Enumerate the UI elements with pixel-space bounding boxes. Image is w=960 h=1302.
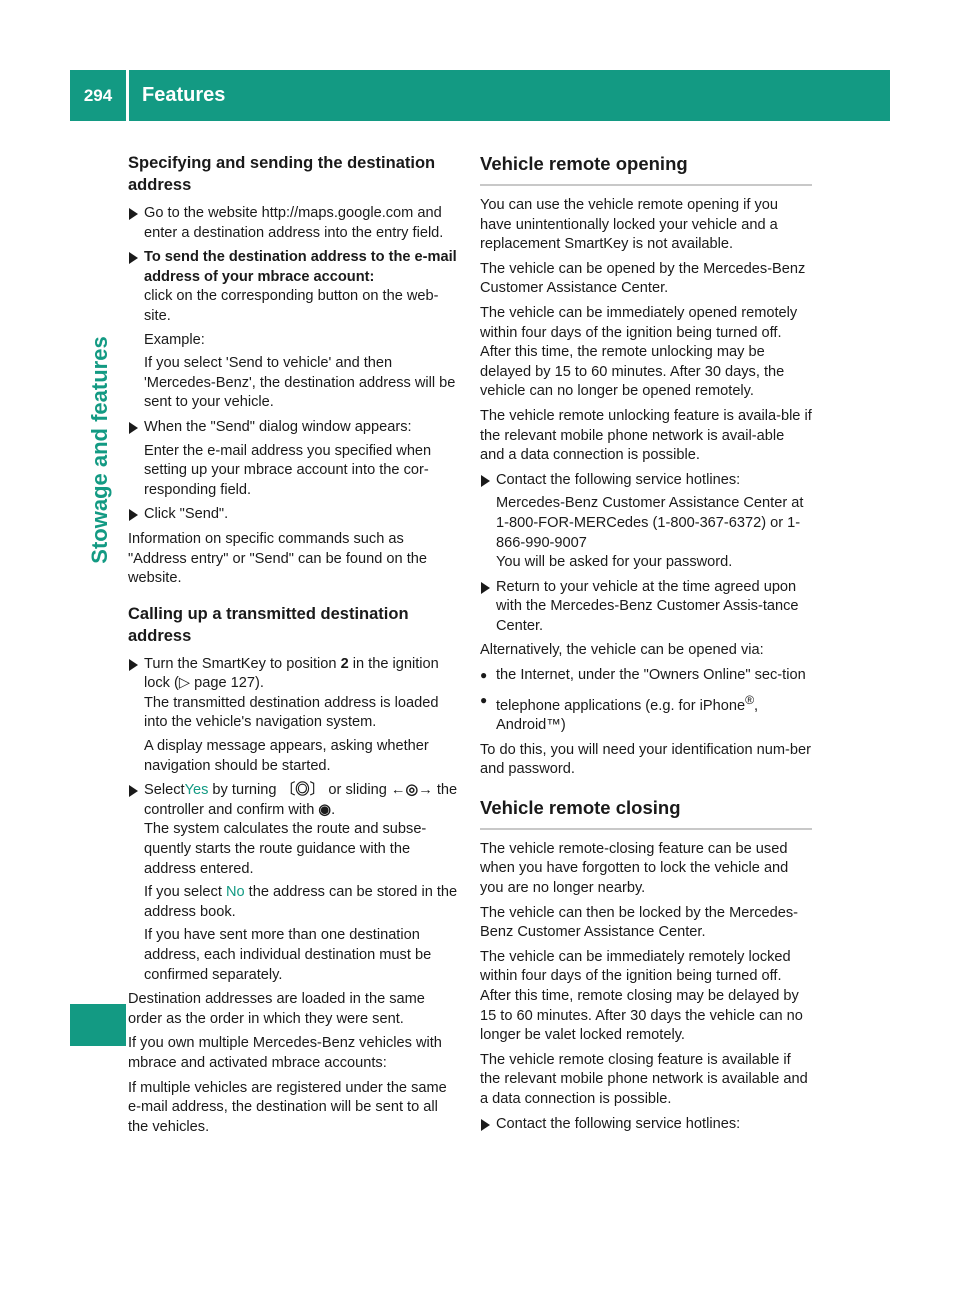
step-subtext: Enter the e-mail address you specified when setting up your mbrace account into the cor-responding field. — [144, 442, 432, 498]
display-option-yes: Yes — [184, 782, 209, 799]
ignition-position: 2 — [340, 655, 349, 672]
info-paragraph: Destination addresses are loaded in the same order as the order in which they were sent. — [128, 991, 425, 1027]
step-example-label: Example: — [144, 331, 205, 348]
info-paragraph: If multiple vehicles are registered under the same e-mail address, the destination will be sent to all the vehicles. — [128, 1079, 447, 1135]
step-subtext: The transmitted destination address is loaded into the vehicle's navigation system. — [144, 694, 439, 731]
registered-mark: ® — [745, 692, 755, 707]
right-column — [480, 152, 812, 1139]
step-arrow-icon — [129, 422, 138, 434]
step-item — [128, 505, 460, 525]
info-paragraph: Alternatively, the vehicle can be opened via: — [480, 642, 764, 659]
step-item — [480, 578, 812, 637]
step-text: Click "Send". — [144, 506, 229, 523]
step-example-text: If you select 'Send to vehicle' and then 'Mercedes-Benz', the destination address will be sent to your vehicle. — [144, 355, 456, 411]
step-text: Turn the SmartKey to position 2 in the ignition lock (▷ page 127). — [144, 655, 439, 692]
step-text: Contact the following service hotlines: — [496, 1115, 741, 1132]
step-item — [128, 418, 460, 500]
controller-press-icon: ◉ — [318, 801, 332, 818]
step-item — [128, 781, 460, 985]
info-paragraph: The vehicle remote closing feature is available if the relevant mobile phone network is available and a data connection is possible. — [480, 1051, 808, 1108]
left-column — [128, 152, 460, 1142]
info-paragraph: The vehicle remote unlocking feature is availa-ble if the relevant mobile phone network is avail-able and a data connection is possible. — [480, 407, 812, 464]
step-item — [128, 655, 460, 777]
sidebar-section-label: Stowage and features — [87, 336, 112, 564]
controller-slide-icon: ←◎→ — [390, 782, 433, 799]
step-item — [128, 204, 460, 243]
step-subtext: The system calculates the route and subse-quently starts the route guidance with the address entered. — [144, 821, 427, 877]
info-paragraph: The vehicle can be immediately opened remotely within four days of the ignition being turned off. After this time, the remote unlocking may be delayed by 15 to 60 minutes. After 30 days, the vehicle can no longer be opened remotely. — [480, 304, 798, 400]
step-text: When the "Send" dialog window appears: — [144, 418, 412, 435]
page-reference: ▷ page 127). — [178, 675, 264, 692]
step-arrow-icon — [129, 208, 138, 220]
section-title-calling-destination: Calling up a transmitted destination address — [128, 604, 409, 645]
info-paragraph: You can use the vehicle remote opening if you have unintentionally locked your vehicle and a replacement SmartKey is not available. — [480, 197, 779, 253]
step-subtext: A display message appears, asking whether navigation should be started. — [144, 738, 429, 774]
bullet-icon: ● — [480, 668, 488, 683]
step-text: Return to your vehicle at the time agreed upon with the Mercedes-Benz Customer Assis-tance Center. — [496, 578, 799, 634]
step-item — [480, 1115, 812, 1135]
step-item — [480, 471, 812, 573]
info-paragraph: The vehicle can be opened by the Mercedes-Benz Customer Assistance Center. — [480, 260, 806, 297]
list-item — [480, 691, 812, 736]
section-title-remote-closing: Vehicle remote closing — [480, 796, 812, 830]
step-text: click on the corresponding button on the web-site. — [144, 288, 439, 324]
step-subtext: You will be asked for your password. — [496, 554, 733, 571]
step-bold-text: To send the destination address to the e-mail address of your mbrace account: — [144, 249, 457, 285]
display-option-no: No — [225, 884, 245, 901]
step-subtext: Mercedes-Benz Customer Assistance Center at 1-800-FOR-MERCedes (1-800-367-6372) or 1-866-990-9007 — [496, 495, 804, 551]
list-item — [480, 666, 812, 686]
step-arrow-icon — [481, 475, 490, 487]
controller-turn-icon: 〔◎〕 — [280, 782, 325, 799]
list-item-text: telephone applications (e.g. for iPhone®, Android™) — [496, 692, 759, 734]
step-item — [128, 248, 460, 413]
sidebar-marker — [70, 1004, 126, 1046]
info-paragraph: The vehicle can be immediately remotely locked within four days of the ignition being turned off. After this time, remote closing may be delayed by 15 to 60 minutes. After 30 days the vehicle can no longer be valet locked remotely. — [480, 948, 803, 1044]
step-text: SelectYes by turning 〔◎〕 or sliding ←◎→ the controller and confirm with ◉. — [144, 782, 458, 818]
page-number: 294 — [83, 85, 113, 105]
info-paragraph: Information on specific commands such as "Address entry" or "Send" can be found on the website. — [128, 530, 428, 587]
list-item-text: the Internet, under the "Owners Online" sec-tion — [496, 667, 806, 684]
step-arrow-icon — [129, 785, 138, 797]
info-paragraph: The vehicle remote-closing feature can be used when you have forgotten to lock the vehicle and you are no longer nearby. — [480, 840, 789, 897]
step-arrow-icon — [481, 1119, 490, 1131]
chapter-title: Features — [142, 84, 226, 106]
step-subtext: If you have sent more than one destination address, each individual destination must be confirmed separately. — [144, 927, 432, 983]
info-paragraph: To do this, you will need your identification num-ber and password. — [480, 741, 811, 778]
header-divider — [126, 70, 129, 121]
info-paragraph: If you own multiple Mercedes-Benz vehicles with mbrace and activated mbrace accounts: — [128, 1035, 442, 1071]
step-arrow-icon — [129, 509, 138, 521]
step-arrow-icon — [129, 252, 138, 264]
section-title-specifying-destination: Specifying and sending the destination address — [128, 154, 436, 194]
step-arrow-icon — [481, 582, 490, 594]
info-paragraph: The vehicle can then be locked by the Mercedes-Benz Customer Assistance Center. — [480, 904, 798, 941]
step-text: Contact the following service hotlines: — [496, 471, 741, 488]
step-text: Go to the website http://maps.google.com and enter a destination address into the entry field. — [144, 205, 444, 241]
section-title-remote-opening: Vehicle remote opening — [480, 152, 812, 186]
bullet-icon: ● — [480, 692, 488, 707]
step-subtext: If you select No the address can be stored in the address book. — [144, 884, 458, 920]
page-header — [70, 70, 890, 121]
step-arrow-icon — [129, 659, 138, 671]
